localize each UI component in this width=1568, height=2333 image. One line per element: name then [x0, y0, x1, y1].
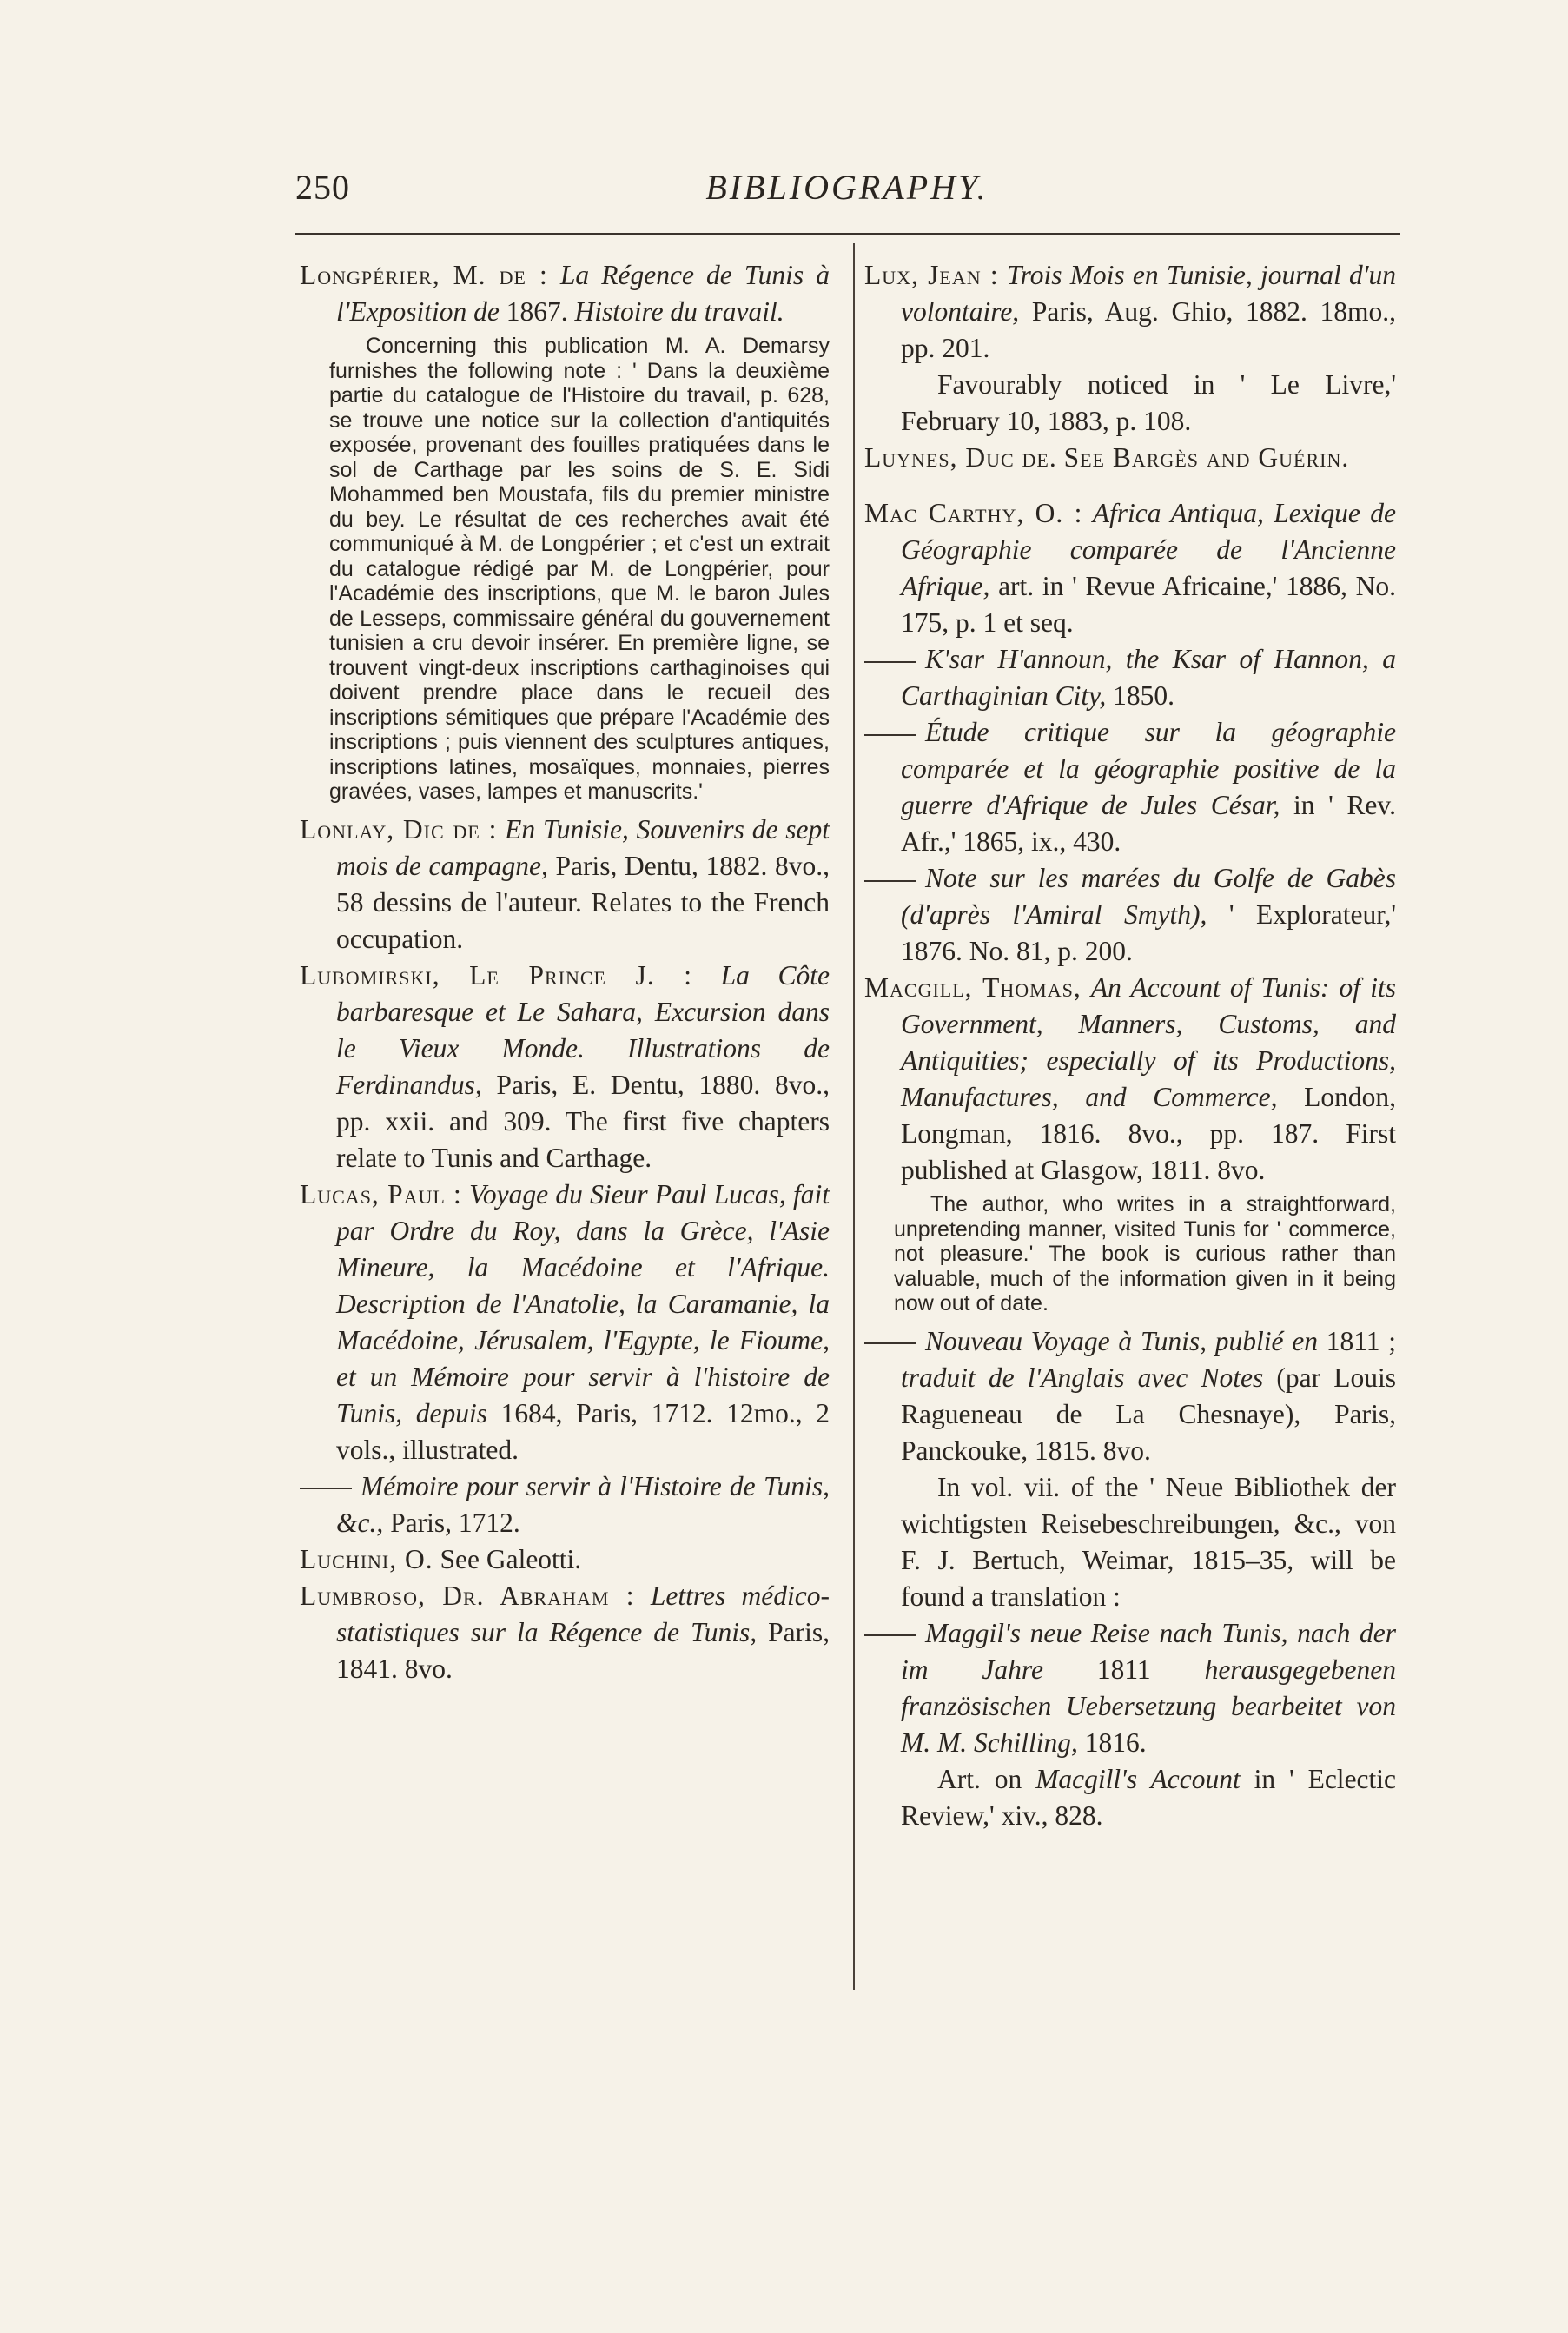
- entry-title: Lettres médico-statistiques sur la Régence de Tunis,: [336, 1580, 830, 1647]
- entry-author: Lonlay, Dic de :: [300, 813, 498, 845]
- entry-lucas: [300, 1176, 830, 1468]
- entry-title: Voyage du Sieur Paul Lucas, fait par Ordre du Roy, dans la Grèce, l'Asie Mineure, la Macédoine et l'Afrique. Description de l'Anatolie, la Caramanie, la Macédoine, Jérusalem, l'Egypte, le Fioume, et un Mémoire pour servir à l'histoire de Tunis, depuis: [336, 1178, 830, 1428]
- entry-year: 1867.: [506, 296, 568, 327]
- entry-title: La Régence de Tunis à l'Exposition de: [336, 260, 830, 327]
- note-text: Concerning this publication M. A. Demarsy furnishes the following note : ' Dans la deuxième partie du catalogue de l'Histoire du travail, p. 628, se trouve une notice sur la collection d'antiquités exposée, provenant des fouilles pratiquées dans le sol de Carthage par les soins de S. E. Sidi Mohammed ben Moustafa, fils du premier ministre du bey. Le résultat de ces recherches avait été communiqué à M. de Longpérier ; et c'est un extrait du catalogue rédigé par M. de Longpérier, pour l'Académie des inscriptions, que M. le baron Jules de Lesseps, commissaire général du gouvernement tunisien a cru devoir insérer. En première ligne, se trouvent vingt-deux inscriptions carthaginoises qui doivent prendre place dans le recueil des inscriptions sémitiques que prépare l'Académie des inscriptions ; puis viennent des sculptures antiques, inscriptions latines, mosaïques, monnaies, pierres gravées, vases, lampes et manuscrits.': [329, 334, 830, 804]
- left-column: [300, 257, 830, 1687]
- entry-details: 1816.: [1084, 1727, 1147, 1758]
- entry-longperier: [300, 257, 830, 330]
- entry-details: 1850.: [1113, 680, 1175, 711]
- entry-details: in ' Rev. Afr.,' 1865, ix., 430.: [901, 790, 1396, 857]
- running-head: BIBLIOGRAPHY.: [705, 168, 989, 207]
- entry-lonlay: [300, 812, 830, 958]
- note-post: in ' Eclectic Review,' xiv., 828.: [901, 1763, 1397, 1831]
- ditto-dash: [864, 1634, 916, 1636]
- note-title: Macgill's Account: [1035, 1763, 1241, 1794]
- entry-note: [864, 1761, 1396, 1834]
- entry-author: Longpérier, M. de :: [300, 260, 548, 290]
- entry-title: Note sur les marées du Golfe de Gabès (d'après l'Amiral Smyth),: [901, 863, 1396, 930]
- ditto-dash: [864, 661, 916, 663]
- entry-lubomirski: [300, 958, 830, 1176]
- entry-author: Luchini, O.: [300, 1543, 433, 1574]
- entry-luchini: [300, 1541, 830, 1578]
- column-divider: [853, 243, 855, 1990]
- entry-note: [300, 334, 830, 805]
- entry-macgill-nouveau: [864, 1323, 1396, 1469]
- entry-title: Mémoire pour servir à l'Histoire de Tunis, &c.,: [336, 1470, 830, 1538]
- entry-title: An Account of Tunis: of its Government, Manners, Customs, and Antiquities; especially of its Productions, Manufactures, and Commerce,: [901, 972, 1396, 1112]
- entry-title: Étude critique sur la géographie comparée et la géographie positive de la guerre d'Afrique de Jules César,: [901, 717, 1396, 820]
- entry-details: See Galeotti.: [440, 1543, 582, 1574]
- ditto-dash: [864, 734, 916, 736]
- entry-note: [864, 1469, 1396, 1615]
- entry-macgill-reise: [864, 1615, 1396, 1761]
- entry-author: Lumbroso, Dr. Abraham :: [300, 1580, 635, 1611]
- entry-author: Luynes, Duc de.: [864, 442, 1057, 473]
- entry-author: Lubomirski, Le Prince J. :: [300, 959, 693, 991]
- note-text: Favourably noticed in ' Le Livre,' February 10, 1883, p. 108.: [901, 369, 1396, 436]
- entry-note: [864, 1192, 1396, 1316]
- ditto-dash: [864, 1342, 916, 1344]
- page-number: 250: [295, 168, 350, 207]
- entry-title: En Tunisie, Souvenirs de sept mois de campagne,: [336, 813, 830, 881]
- entry-author: Mac Carthy, O. :: [864, 498, 1083, 528]
- entry-details: Paris, Dentu, 1882. 8vo., 58 dessins de l'auteur. Relates to the French occupation.: [336, 850, 830, 954]
- page-header: [295, 167, 1399, 219]
- note-text: The author, who writes in a straightforward, unpretending manner, visited Tunis for ' commerce, not pleasure.' The book is curious rather than valuable, much of the information given in it being now out of date.: [894, 1192, 1396, 1316]
- entry-maccarthy-ksar: [864, 641, 1396, 714]
- entry-year: 1811 ;: [1326, 1325, 1396, 1356]
- entry-macgill: [864, 970, 1396, 1189]
- entry-title: Africa Antiqua, Lexique de Géographie comparée de l'Ancienne Afrique,: [901, 498, 1396, 601]
- entry-maccarthy-etude: [864, 714, 1396, 860]
- entry-title: Maggil's neue Reise nach Tunis, nach der im Jahre: [901, 1617, 1396, 1685]
- entry-maccarthy-note: [864, 860, 1396, 970]
- entry-details: Paris, 1712.: [390, 1507, 520, 1538]
- entry-details: Paris, E. Dentu, 1880. 8vo., pp. xxii. and 309. The first five chapters relate to Tunis and Carthage.: [336, 1069, 830, 1173]
- entry-details: See Bargès and Guérin.: [1063, 442, 1350, 473]
- entry-title: traduit de l'Anglais avec Notes: [901, 1362, 1264, 1393]
- right-column: [864, 257, 1396, 1834]
- ditto-dash: [864, 880, 916, 882]
- entry-details: art. in ' Revue Africaine,' 1886, No. 175, p. 1 et seq.: [901, 571, 1397, 638]
- ditto-dash: [300, 1488, 352, 1489]
- note-pre: Art. on: [937, 1763, 1022, 1794]
- entry-lux: [864, 257, 1396, 367]
- entry-details: Paris, 1841. 8vo.: [336, 1616, 830, 1684]
- entry-lucas-memoire: [300, 1468, 830, 1541]
- entry-title: K'sar H'announ, the Ksar of Hannon, a Carthaginian City,: [901, 644, 1396, 711]
- entry-details: (par Louis Ragueneau de La Chesnaye), Paris, Panckouke, 1815. 8vo.: [901, 1362, 1396, 1466]
- entry-luynes: [864, 440, 1396, 476]
- entry-maccarthy: [864, 495, 1396, 641]
- note-text: In vol. vii. of the ' Neue Bibliothek der wichtigsten Reisebeschreibungen, &c., von F. J. Bertuch, Weimar, 1815–35, will be found a translation :: [901, 1471, 1396, 1612]
- entry-title: Histoire du travail.: [574, 296, 784, 327]
- entry-author: Lux, Jean :: [864, 260, 999, 290]
- entry-details: ' Explorateur,' 1876. No. 81, p. 200.: [901, 899, 1397, 966]
- entry-year: 1811: [1096, 1654, 1151, 1685]
- entry-details: London, Longman, 1816. 8vo., pp. 187. First published at Glasgow, 1811. 8vo.: [901, 1082, 1397, 1185]
- header-rule: [295, 233, 1400, 235]
- entry-title: herausgegebenen französischen Uebersetzung bearbeitet von M. M. Schilling,: [901, 1654, 1396, 1758]
- entry-title: Trois Mois en Tunisie, journal d'un volontaire,: [901, 260, 1396, 327]
- entry-title: Nouveau Voyage à Tunis, publié en: [925, 1325, 1318, 1356]
- note-text: [901, 1761, 1396, 1834]
- entry-details: Paris, Aug. Ghio, 1882. 18mo., pp. 201.: [901, 296, 1397, 363]
- entry-author: Macgill, Thomas,: [864, 972, 1082, 1003]
- entry-details: 1684, Paris, 1712. 12mo., 2 vols., illustrated.: [336, 1397, 830, 1465]
- entry-lumbroso: [300, 1578, 830, 1687]
- spacer: [864, 476, 1396, 495]
- entry-title: La Côte barbaresque et Le Sahara, Excursion dans le Vieux Monde. Illustrations de Ferdinandus,: [336, 959, 830, 1100]
- entry-note: [864, 367, 1396, 440]
- entry-author: Lucas, Paul :: [300, 1178, 462, 1210]
